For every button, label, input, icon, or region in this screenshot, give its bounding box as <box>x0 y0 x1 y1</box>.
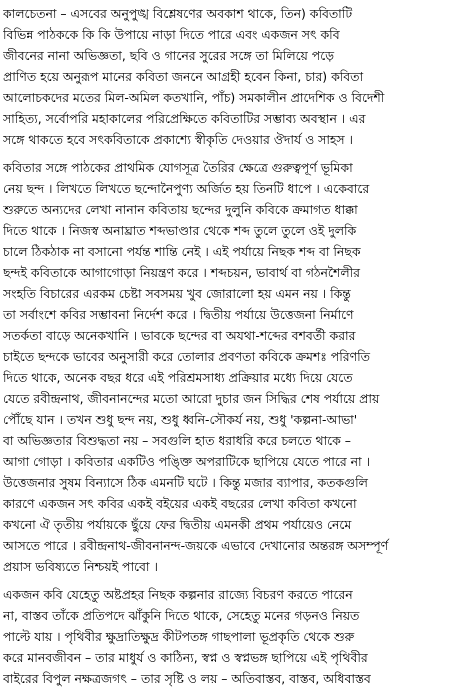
text-line: কালচেতনা – এসবের অনুপুঙ্খ বিশ্লেষণের অবকাশ থাকে, তিন) কবিতাটি <box>3 6 353 21</box>
text-line: নেয় ছন্দ । লিখতে লিখতে ছন্দোনৈপুণ্য অর্জিত হয় তিনটি ধাপে । একেবারে <box>3 181 370 196</box>
text-line: সাহিত্য, সর্বোপরি মহাকালের পরিপ্রেক্ষিতে কবিতাটির সম্ভাব্য অবস্থান । এর <box>3 111 366 126</box>
text-line: চাইতে ছন্দকে ভাবের অনুসারী করে তোলার প্রবণতা কবিকে ক্রমশঃ পরিণতি <box>3 349 370 364</box>
text-line: প্রয়াস ভবিষ্যতে নিশ্চয়ই পাবো । <box>3 559 158 574</box>
text-line: দিতে থাকে । নিজস্ব অনাঘ্রাত শব্দভাণ্ডার থেকে শব্দ তুলে তুলে ওই দুলকি <box>3 223 357 238</box>
paragraph-1 <box>3 3 453 150</box>
text-line: চালে ঠিকঠাক না বসানো পর্যন্ত শান্তি নেই । এই পর্যায়ে নিছক শব্দ বা নিছক <box>3 244 361 259</box>
text-line: তা সর্বাংশে কবির সম্ভাবনা নির্দেশ করে । দ্বিতীয় পর্যায়ে উত্তেজনা নির্মাণে <box>3 307 354 322</box>
text-line: জীবনের নানা অভিজ্ঞতা, ছবি ও গানের সুরের সঙ্গে তা মিলিয়ে পড়ে <box>3 48 335 63</box>
text-line: উত্তেজনার সুষম বিন্যাসে ঠিক এমনটি ঘটে । কিন্তু মজার ব্যাপার, কতকগুলি <box>3 475 368 490</box>
text-line: করে মানবজীবন – তার মাধুর্য ও কাঠিন্য, স্বপ্ন ও স্বপ্নভঙ্গ ছাপিয়ে এই পৃথিবীর <box>3 650 368 665</box>
text-line: আসতে পারে । রবীন্দ্রনাথ-জীবনানন্দ-জয়কে এভাবে দেখানোর অন্তরঙ্গ অসম্পূর্ণ <box>3 538 389 553</box>
paragraph-gap <box>3 577 453 584</box>
text-line: একজন কবি যেহেতু অষ্টপ্রহর নিছক কল্পনার রাজ্যে বিচরণ করতে পারেন <box>3 587 353 602</box>
text-line: ছন্দই কবিতাকে আগাগোড়া নিয়ন্ত্রণ করে । শব্দচয়ন, ভাবার্থ বা গঠনশৈলীর <box>3 265 360 280</box>
text-line: বিভিন্ন পাঠককে কি কি উপায়ে নাড়া দিতে পারে এবং একজন সৎ কবি <box>3 27 340 42</box>
text-line: কারণে একজন সৎ কবির একই বইয়ের একই বছরের লেখা কবিতা কখনো <box>3 496 357 511</box>
text-line: বাইরের বিপুল নক্ষত্রজগৎ – তার সৃষ্টি ও লয় – অতিবাস্তব, বাস্তব, অধিবাস্তব <box>3 671 371 686</box>
paragraph-3 <box>3 584 453 689</box>
paragraph-2 <box>3 157 453 577</box>
text-line: পৌঁছে যান । তখন শুধু ছন্দ নয়, শুধু ধ্বনি-সৌকর্য নয়, শুধু 'কল্পনা-আভা' <box>3 412 358 427</box>
text-line: প্রাণিত হয়ে অনুরূপ মানের কবিতা জননে আগ্রহী হবেন কিনা, চার) কবিতা <box>3 69 364 84</box>
text-line: আলোচকদের মতের মিল-অমিল কতখানি, পাঁচ) সমকালীন প্রাদেশিক ও বিদেশী <box>3 90 385 105</box>
text-line: কবিতার সঙ্গে পাঠকের প্রাথমিক যোগসূত্র তৈরির ক্ষেত্রে গুরুত্বপূর্ণ ভূমিকা <box>3 160 353 175</box>
text-line: সংহতি বিচারের এরকম চেষ্টা সবসময় খুব জোরালো হয় এমন নয় । কিন্তু <box>3 286 351 301</box>
text-line: আগা গোড়া । কবিতার একটিও পঙ্ক্তি অপরাটিকে ছাপিয়ে যেতে পারে না । <box>3 454 370 469</box>
text-line: কখনো ঐ তৃতীয় পর্যায়কে ছুঁয়ে ফের দ্বিতীয় এমনকী প্রথম পর্যায়েও নেমে <box>3 517 352 532</box>
text-line: দিতে থাকে, অনেক বছর ধরে এই পরিশ্রমসাধ্য প্রক্রিয়ার মধ্যে দিয়ে যেতে <box>3 370 353 385</box>
text-line: সতর্কতা বাড়ে অনেকখানি । ভাবকে ছন্দের বা অযথা-শব্দের বশবর্তী করার <box>3 328 356 343</box>
text-line: সঙ্গে থাকতে হবে সৎকবিতাকে প্রকাশ্যে স্বীকৃতি দেওয়ার ঔদার্য ও সাহস । <box>3 132 353 147</box>
paragraph-gap <box>3 150 453 157</box>
text-line: পাল্টে যায় । পৃথিবীর ক্ষুদ্রাতিক্ষুদ্র কীটপতঙ্গ গাছপালা ভূপ্রকৃতি থেকে শুরু <box>3 629 355 644</box>
text-line: শুরুতে অন্যদের লেখা নানান কবিতায় ছন্দের দুলুনি কবিকে ক্রমাগত ধাক্কা <box>3 202 358 217</box>
text-line: যেতে রবীন্দ্রনাথ, জীবনানন্দের মতো আরো দুচার জন সিদ্ধির শেষ পর্যায়ে প্রায় <box>3 391 380 406</box>
text-line: বা অভিজ্ঞতার বিশুদ্ধতা নয় – সবগুলি হাত ধরাধরি করে চলতে থাকে – <box>3 433 351 448</box>
text-line: না, বাস্তব তাঁকে প্রতিপদে ঝাঁকুনি দিতে থাকে, সেহেতু মনের গড়নও নিয়ত <box>3 608 360 623</box>
